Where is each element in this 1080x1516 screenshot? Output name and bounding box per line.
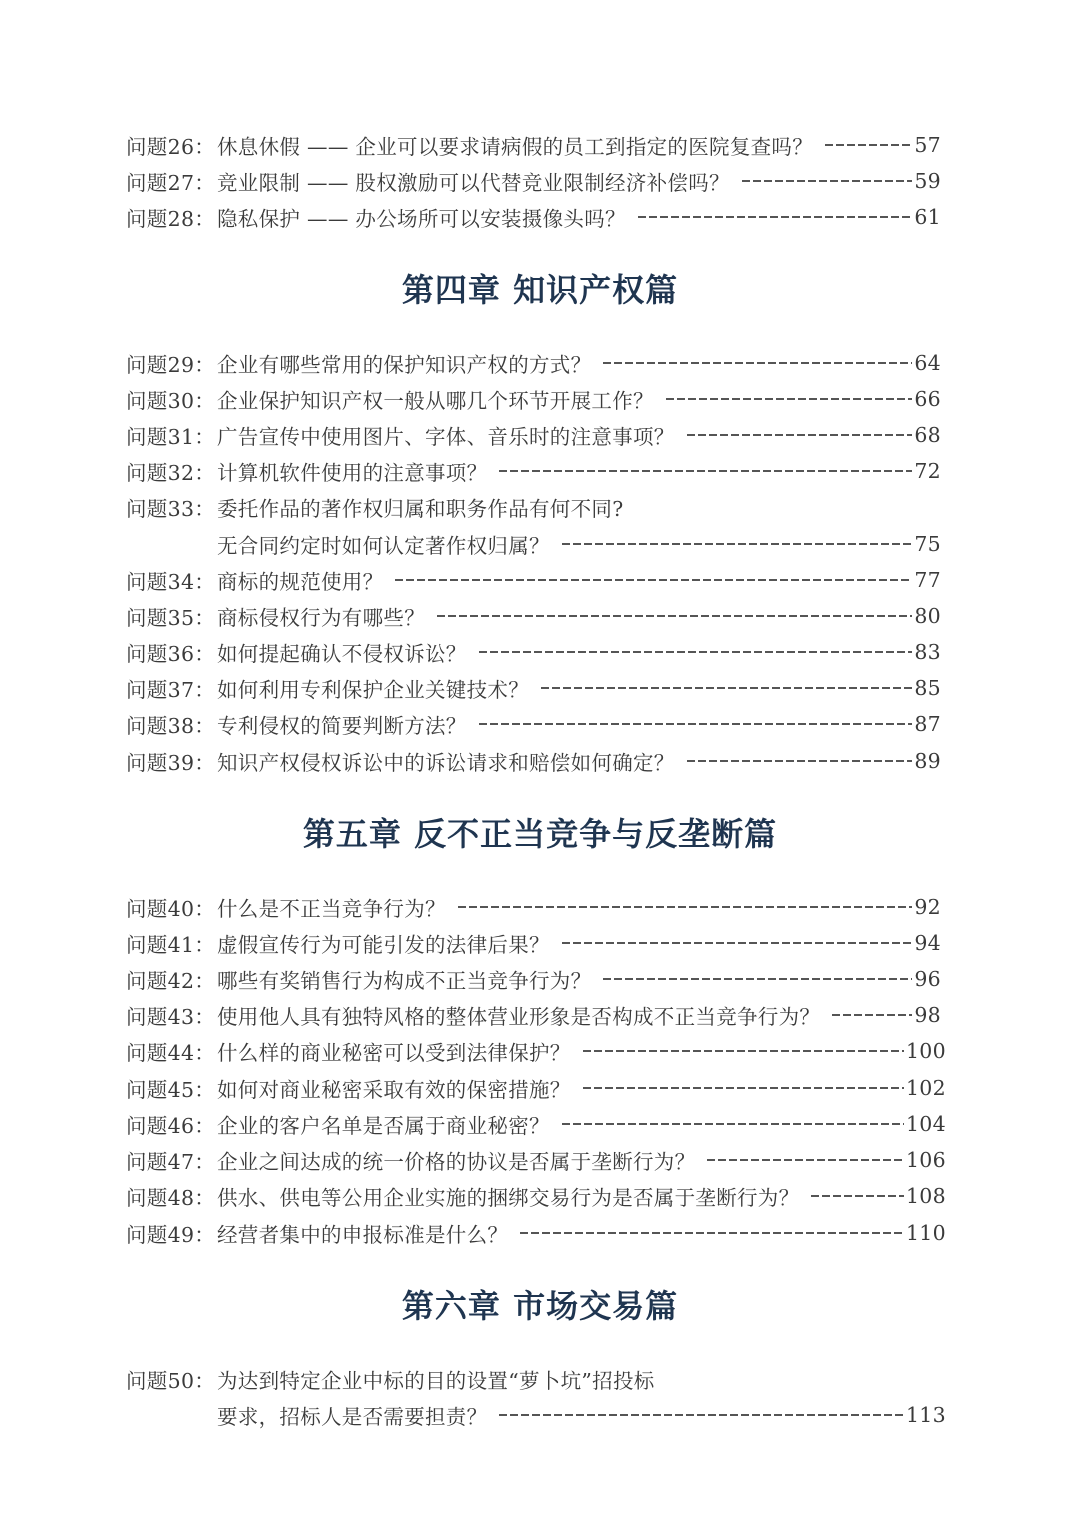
page-number: 106: [905, 1148, 946, 1172]
question-title: 竞业限制 —— 股权激励可以代替竞业限制经济补偿吗？: [217, 171, 730, 195]
question-title: 专利侵权的简要判断方法？: [217, 714, 467, 738]
question-title: 隐私保护 —— 办公场所可以安装摄像头吗？: [217, 207, 626, 231]
question-title-line-2: 要求，招标人是否需要担责？: [217, 1405, 488, 1429]
page-number: 85: [914, 676, 941, 700]
question-number: 问题27：: [126, 171, 216, 195]
question-title: 企业的客户名单是否属于商业秘密？: [217, 1114, 550, 1138]
toc-entry: [126, 743, 941, 779]
page-number: 64: [914, 351, 941, 375]
question-title: 企业保护知识产权一般从哪几个环节开展工作？: [217, 389, 654, 413]
dot-leader: [541, 687, 912, 689]
page-number: 104: [905, 1112, 946, 1136]
page-number: 80: [914, 604, 941, 628]
question-title: 企业之间达成的统一价格的协议是否属于垄断行为？: [217, 1150, 696, 1174]
question-title: 什么样的商业秘密可以受到法律保护？: [217, 1041, 571, 1065]
question-title: 休息休假 —— 企业可以要求请病假的员工到指定的医院复查吗？: [217, 135, 814, 159]
question-title: 经营者集中的申报标准是什么？: [217, 1223, 509, 1247]
question-number: 问题49：: [126, 1223, 216, 1247]
dot-leader: [603, 362, 912, 364]
question-number: 问题39：: [126, 751, 216, 775]
toc-entry: [126, 925, 941, 961]
question-number: 问题36：: [126, 642, 216, 666]
question-number: 问题30：: [126, 389, 216, 413]
toc-entry: [126, 381, 941, 417]
dot-leader: [687, 760, 913, 762]
dot-leader: [395, 579, 912, 581]
toc-entry: [126, 634, 941, 670]
toc-entry: [126, 706, 941, 742]
dot-leader: [479, 651, 913, 653]
question-title: 知识产权侵权诉讼中的诉讼请求和赔偿如何确定？: [217, 751, 675, 775]
dot-leader: [499, 1414, 904, 1416]
page-number: 110: [905, 1221, 946, 1245]
dot-leader: [707, 1159, 904, 1161]
page-number: 113: [905, 1403, 946, 1427]
toc-entry: [126, 598, 941, 634]
page-number: 57: [914, 133, 941, 157]
question-number: 问题38：: [126, 714, 216, 738]
question-title: 供水、供电等公用企业实施的捆绑交易行为是否属于垄断行为？: [217, 1186, 800, 1210]
question-title: 如何提起确认不侵权诉讼？: [217, 642, 467, 666]
toc-entry: [126, 417, 941, 453]
dot-leader: [825, 144, 912, 146]
question-number: 问题43：: [126, 1005, 216, 1029]
toc-entry: [126, 1070, 946, 1106]
question-title: 企业有哪些常用的保护知识产权的方式？: [217, 353, 592, 377]
toc-entry: [126, 670, 941, 706]
page-number: 75: [914, 532, 941, 556]
page-number: 94: [914, 931, 941, 955]
dot-leader: [603, 978, 912, 980]
toc-entry: [126, 1215, 946, 1251]
question-title: 哪些有奖销售行为构成不正当竞争行为？: [217, 969, 592, 993]
question-title: 广告宣传中使用图片、字体、音乐时的注意事项？: [217, 425, 675, 449]
page-number: 89: [914, 749, 941, 773]
page-number: 59: [914, 169, 941, 193]
page-number: 77: [914, 568, 941, 592]
toc-entry: [126, 163, 941, 199]
dot-leader: [687, 434, 913, 436]
dot-leader: [562, 543, 913, 545]
question-number: 问题26：: [126, 135, 216, 159]
page-number: 72: [914, 459, 941, 483]
question-title: 商标侵权行为有哪些？: [217, 606, 425, 630]
chapter-heading: 第五章 反不正当竞争与反垄断篇: [302, 815, 778, 853]
toc-entry: [126, 889, 941, 925]
question-number: 问题41：: [126, 933, 216, 957]
dot-leader: [562, 1123, 904, 1125]
toc-entry: [126, 1142, 946, 1178]
dot-leader: [458, 906, 913, 908]
page-number: 92: [914, 895, 941, 919]
chapter-heading: 第四章 知识产权篇: [401, 271, 679, 309]
dot-leader: [562, 942, 913, 944]
question-number: 问题47：: [126, 1150, 216, 1174]
page-number: 83: [914, 640, 941, 664]
page-number: 102: [905, 1076, 946, 1100]
question-number: 问题35：: [126, 606, 216, 630]
question-number: 问题45：: [126, 1078, 216, 1102]
page-number: 68: [914, 423, 941, 447]
page-number: 98: [914, 1003, 941, 1027]
dot-leader: [479, 723, 913, 725]
toc-entry: [126, 1178, 946, 1214]
page-number: 96: [914, 967, 941, 991]
dot-leader: [583, 1087, 904, 1089]
page-number: 66: [914, 387, 941, 411]
question-title: 什么是不正当竞争行为？: [217, 897, 446, 921]
question-title: 委托作品的著作权归属和职务作品有何不同?: [217, 497, 624, 521]
toc-entry: [126, 453, 941, 489]
question-title: 如何利用专利保护企业关键技术？: [217, 678, 529, 702]
toc-entry: [126, 489, 941, 525]
question-number: 问题33：: [126, 497, 216, 521]
toc-entry: [126, 1106, 946, 1142]
question-number: 问题40：: [126, 897, 216, 921]
toc-entry-continuation: [217, 1397, 946, 1433]
dot-leader: [811, 1195, 904, 1197]
toc-entry: [126, 1033, 946, 1069]
page-number: 100: [905, 1039, 946, 1063]
dot-leader: [638, 216, 912, 218]
question-number: 问题37：: [126, 678, 216, 702]
question-number: 问题50：: [126, 1369, 216, 1393]
dot-leader: [666, 398, 913, 400]
question-title: 计算机软件使用的注意事项？: [217, 461, 488, 485]
toc-entry: [126, 997, 941, 1033]
question-number: 问题31：: [126, 425, 216, 449]
toc-entry-continuation: [217, 526, 941, 562]
page-number: 108: [905, 1184, 946, 1208]
question-number: 问题28：: [126, 207, 216, 231]
page-number: 61: [914, 205, 941, 229]
dot-leader: [520, 1232, 904, 1234]
question-number: 问题44：: [126, 1041, 216, 1065]
question-title: 商标的规范使用？: [217, 570, 384, 594]
question-title: 为达到特定企业中标的目的设置“萝卜坑”招投标: [217, 1369, 655, 1393]
toc-entry: [126, 1361, 946, 1397]
question-title: 虚假宣传行为可能引发的法律后果？: [217, 933, 550, 957]
chapter-heading: 第六章 市场交易篇: [401, 1287, 679, 1325]
dot-leader: [583, 1050, 904, 1052]
question-title-line-2: 无合同约定时如何认定著作权归属？: [217, 534, 550, 558]
question-number: 问题42：: [126, 969, 216, 993]
question-number: 问题29：: [126, 353, 216, 377]
toc-entry: [126, 562, 941, 598]
question-number: 问题48：: [126, 1186, 216, 1210]
dot-leader: [437, 615, 912, 617]
toc-entry: [126, 345, 941, 381]
question-title: 使用他人具有独特风格的整体营业形象是否构成不正当竞争行为？: [217, 1005, 821, 1029]
dot-leader: [499, 470, 912, 472]
page-number: 87: [914, 712, 941, 736]
toc-entry: [126, 961, 941, 997]
question-number: 问题32：: [126, 461, 216, 485]
question-title: 如何对商业秘密采取有效的保密措施？: [217, 1078, 571, 1102]
dot-leader: [832, 1014, 912, 1016]
toc-entry: [126, 127, 941, 163]
dot-leader: [742, 180, 912, 182]
toc-entry: [126, 199, 941, 235]
question-number: 问题34：: [126, 570, 216, 594]
question-number: 问题46：: [126, 1114, 216, 1138]
